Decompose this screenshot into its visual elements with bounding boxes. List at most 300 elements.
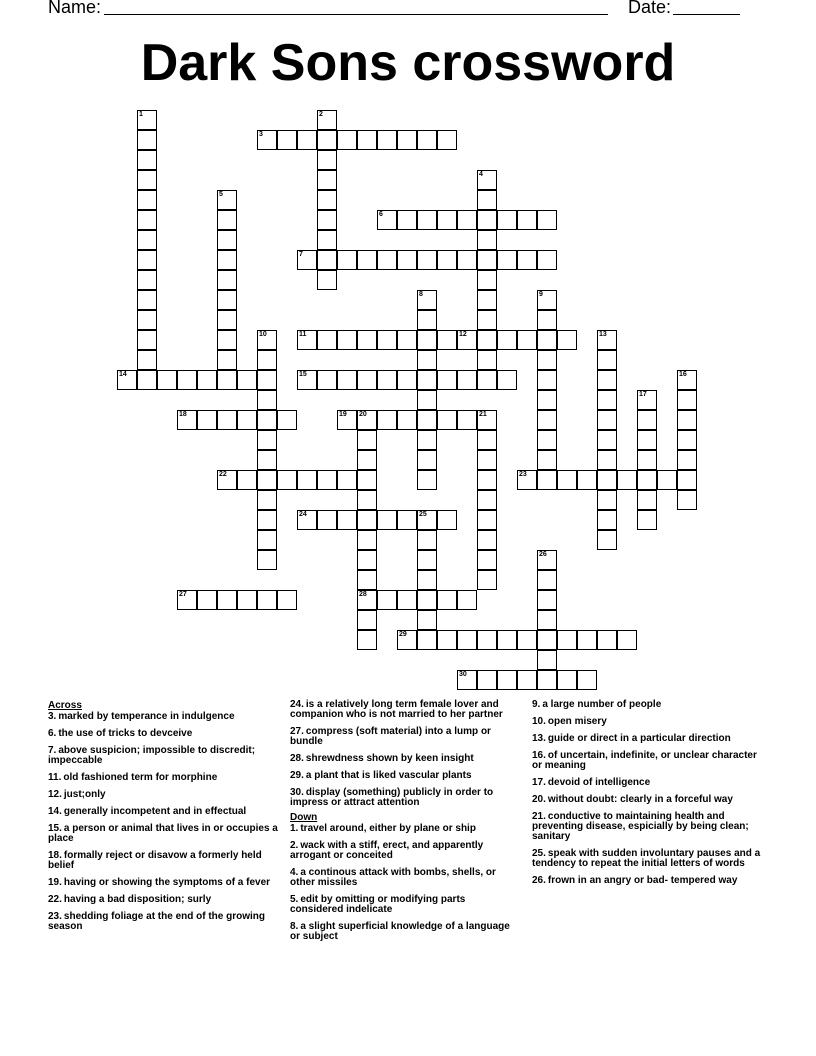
grid-cell[interactable] bbox=[517, 330, 537, 350]
clue-text: having a bad disposition; surly bbox=[63, 894, 212, 905]
grid-cell[interactable] bbox=[477, 270, 497, 290]
grid-cell[interactable] bbox=[597, 410, 617, 430]
grid-cell[interactable] bbox=[217, 310, 237, 330]
grid-cell[interactable] bbox=[637, 430, 657, 450]
grid-cell[interactable] bbox=[637, 410, 657, 430]
grid-cell[interactable] bbox=[417, 310, 437, 330]
grid-cell[interactable] bbox=[477, 630, 497, 650]
grid-cell[interactable] bbox=[217, 590, 237, 610]
grid-cell[interactable] bbox=[477, 190, 497, 210]
grid-cell[interactable] bbox=[477, 550, 497, 570]
grid-cell[interactable] bbox=[277, 130, 297, 150]
grid-cell[interactable] bbox=[317, 170, 337, 190]
grid-cell[interactable] bbox=[137, 130, 157, 150]
clue-item bbox=[48, 729, 278, 739]
grid-cell[interactable] bbox=[657, 470, 677, 490]
clue-item bbox=[48, 773, 278, 783]
grid-cell[interactable] bbox=[417, 470, 437, 490]
clue-text: open misery bbox=[547, 716, 607, 727]
grid-cell[interactable] bbox=[617, 630, 637, 650]
grid-cell[interactable] bbox=[377, 330, 397, 350]
grid-cell[interactable] bbox=[477, 290, 497, 310]
grid-cell[interactable] bbox=[317, 230, 337, 250]
grid-cell[interactable] bbox=[277, 590, 297, 610]
clue-number: 12 bbox=[459, 331, 467, 338]
grid-cell[interactable] bbox=[137, 290, 157, 310]
grid-cell[interactable] bbox=[417, 590, 437, 610]
grid-cell[interactable] bbox=[317, 190, 337, 210]
grid-cell[interactable] bbox=[537, 210, 557, 230]
grid-cell[interactable] bbox=[637, 470, 657, 490]
name-label: Name: bbox=[48, 0, 102, 17]
grid-cell[interactable] bbox=[317, 210, 337, 230]
grid-cell[interactable] bbox=[357, 610, 377, 630]
grid-cell[interactable] bbox=[337, 330, 357, 350]
grid-cell[interactable] bbox=[157, 370, 177, 390]
grid-cell[interactable] bbox=[477, 350, 497, 370]
grid-cell[interactable] bbox=[397, 590, 417, 610]
grid-cell[interactable] bbox=[677, 470, 697, 490]
grid-cell[interactable] bbox=[597, 350, 617, 370]
grid-cell[interactable] bbox=[237, 470, 257, 490]
grid-cell[interactable] bbox=[337, 470, 357, 490]
date-label: Date: bbox=[628, 0, 672, 17]
clue-number: 22. bbox=[48, 894, 62, 905]
grid-cell[interactable] bbox=[137, 170, 157, 190]
grid-cell[interactable] bbox=[417, 130, 437, 150]
clue-item bbox=[48, 878, 278, 888]
clue-number: 11. bbox=[48, 772, 62, 783]
clue-text: without doubt: clearly in a forceful way bbox=[547, 794, 733, 805]
grid-cell[interactable] bbox=[397, 410, 417, 430]
grid-cell[interactable] bbox=[537, 590, 557, 610]
grid-cell[interactable] bbox=[537, 310, 557, 330]
grid-cell[interactable] bbox=[137, 270, 157, 290]
clue-number: 17. bbox=[532, 777, 546, 788]
grid-cell[interactable] bbox=[637, 450, 657, 470]
grid-cell[interactable] bbox=[637, 510, 657, 530]
grid-cell[interactable] bbox=[677, 450, 697, 470]
grid-cell[interactable] bbox=[317, 250, 337, 270]
grid-cell[interactable] bbox=[357, 510, 377, 530]
grid-cell[interactable] bbox=[517, 210, 537, 230]
grid-cell[interactable] bbox=[597, 470, 617, 490]
clues-column-3 bbox=[532, 700, 767, 893]
grid-cell[interactable] bbox=[137, 210, 157, 230]
clue-text: shedding foliage at the end of the growing season bbox=[48, 911, 266, 932]
grid-cell[interactable] bbox=[477, 470, 497, 490]
clues-column-1 bbox=[48, 700, 278, 939]
grid-cell[interactable] bbox=[597, 630, 617, 650]
grid-cell[interactable] bbox=[677, 390, 697, 410]
clue-number: 1 bbox=[139, 111, 143, 118]
grid-cell[interactable] bbox=[197, 370, 217, 390]
grid-cell[interactable] bbox=[677, 430, 697, 450]
grid-cell[interactable] bbox=[337, 250, 357, 270]
grid-cell[interactable] bbox=[677, 410, 697, 430]
grid-cell[interactable] bbox=[417, 210, 437, 230]
clue-item bbox=[48, 851, 278, 871]
grid-cell[interactable] bbox=[357, 570, 377, 590]
grid-cell[interactable] bbox=[557, 470, 577, 490]
grid-cell[interactable] bbox=[257, 390, 277, 410]
clue-item bbox=[532, 876, 767, 886]
clue-item bbox=[48, 712, 278, 722]
clue-number: 16. bbox=[532, 750, 546, 761]
grid-cell[interactable] bbox=[417, 630, 437, 650]
clue-number: 14 bbox=[119, 371, 127, 378]
grid-cell[interactable] bbox=[357, 330, 377, 350]
clue-item bbox=[290, 754, 520, 764]
clue-text: wack with a stiff, erect, and apparently arrogant or conceited bbox=[290, 840, 484, 861]
grid-cell[interactable] bbox=[357, 370, 377, 390]
clue-number: 9 bbox=[539, 291, 543, 298]
clue-number: 24 bbox=[299, 511, 307, 518]
grid-cell[interactable] bbox=[477, 430, 497, 450]
grid-cell[interactable] bbox=[537, 250, 557, 270]
grid-cell[interactable] bbox=[537, 630, 557, 650]
grid-cell[interactable] bbox=[597, 450, 617, 470]
grid-cell[interactable] bbox=[477, 570, 497, 590]
grid-cell[interactable] bbox=[497, 670, 517, 690]
clue-number: 21. bbox=[532, 811, 546, 822]
grid-cell[interactable] bbox=[417, 330, 437, 350]
grid-cell[interactable] bbox=[477, 530, 497, 550]
grid-cell[interactable] bbox=[577, 630, 597, 650]
grid-cell[interactable] bbox=[537, 450, 557, 470]
grid-cell[interactable] bbox=[537, 370, 557, 390]
clue-item bbox=[532, 849, 767, 869]
clue-number: 13. bbox=[532, 733, 546, 744]
grid-cell[interactable] bbox=[457, 210, 477, 230]
clue-number: 12. bbox=[48, 789, 62, 800]
grid-cell[interactable] bbox=[577, 470, 597, 490]
grid-cell[interactable] bbox=[437, 130, 457, 150]
grid-cell[interactable] bbox=[497, 330, 517, 350]
grid-cell[interactable] bbox=[537, 670, 557, 690]
grid-cell[interactable] bbox=[417, 390, 437, 410]
clue-text: formally reject or disavow a formerly held belief bbox=[48, 850, 262, 871]
grid-cell[interactable] bbox=[557, 630, 577, 650]
down-heading: Down bbox=[290, 812, 318, 823]
clue-item bbox=[48, 807, 278, 817]
grid-cell[interactable] bbox=[377, 370, 397, 390]
clue-item bbox=[532, 700, 767, 710]
grid-cell[interactable] bbox=[417, 530, 437, 550]
grid-cell[interactable] bbox=[137, 230, 157, 250]
grid-cell[interactable] bbox=[317, 370, 337, 390]
grid-cell[interactable] bbox=[317, 130, 337, 150]
grid-cell[interactable] bbox=[257, 490, 277, 510]
grid-cell[interactable] bbox=[357, 250, 377, 270]
grid-cell[interactable] bbox=[237, 410, 257, 430]
clue-text: guide or direct in a particular direction bbox=[547, 733, 731, 744]
grid-cell[interactable] bbox=[237, 590, 257, 610]
clue-number: 7. bbox=[48, 745, 57, 756]
grid-cell[interactable] bbox=[437, 210, 457, 230]
grid-cell[interactable] bbox=[377, 410, 397, 430]
grid-cell[interactable] bbox=[417, 250, 437, 270]
grid-cell[interactable] bbox=[557, 670, 577, 690]
grid-cell[interactable] bbox=[457, 590, 477, 610]
clue-number: 30. bbox=[290, 787, 304, 798]
grid-cell[interactable] bbox=[537, 570, 557, 590]
grid-cell[interactable] bbox=[357, 550, 377, 570]
grid-cell[interactable] bbox=[317, 270, 337, 290]
grid-cell[interactable] bbox=[477, 210, 497, 230]
grid-cell[interactable] bbox=[517, 670, 537, 690]
grid-cell[interactable] bbox=[457, 370, 477, 390]
grid-cell[interactable] bbox=[277, 470, 297, 490]
clue-number: 7 bbox=[299, 251, 303, 258]
grid-cell[interactable] bbox=[137, 350, 157, 370]
grid-cell[interactable] bbox=[377, 590, 397, 610]
grid-cell[interactable] bbox=[597, 390, 617, 410]
grid-cell[interactable] bbox=[597, 510, 617, 530]
grid-cell[interactable] bbox=[537, 330, 557, 350]
clue-number: 22 bbox=[219, 471, 227, 478]
grid-cell[interactable] bbox=[417, 570, 437, 590]
grid-cell[interactable] bbox=[457, 630, 477, 650]
grid-cell[interactable] bbox=[477, 490, 497, 510]
grid-cell[interactable] bbox=[437, 630, 457, 650]
grid-cell[interactable] bbox=[257, 590, 277, 610]
across-heading: Across bbox=[48, 700, 82, 711]
clue-number: 3 bbox=[259, 131, 263, 138]
grid-cell[interactable] bbox=[357, 430, 377, 450]
grid-cell[interactable] bbox=[197, 590, 217, 610]
grid-cell[interactable] bbox=[257, 430, 277, 450]
clue-item bbox=[48, 912, 278, 932]
grid-cell[interactable] bbox=[497, 250, 517, 270]
grid-cell[interactable] bbox=[477, 310, 497, 330]
grid-cell[interactable] bbox=[537, 610, 557, 630]
clue-number: 27. bbox=[290, 726, 304, 737]
grid-cell[interactable] bbox=[257, 410, 277, 430]
grid-cell[interactable] bbox=[537, 430, 557, 450]
clue-item bbox=[532, 778, 767, 788]
grid-cell[interactable] bbox=[217, 250, 237, 270]
clue-item bbox=[532, 795, 767, 805]
grid-cell[interactable] bbox=[197, 410, 217, 430]
grid-cell[interactable] bbox=[297, 130, 317, 150]
grid-cell[interactable] bbox=[417, 550, 437, 570]
grid-cell[interactable] bbox=[417, 450, 437, 470]
clue-number: 10. bbox=[532, 716, 546, 727]
clues-column-2 bbox=[290, 700, 520, 949]
grid-cell[interactable] bbox=[277, 410, 297, 430]
grid-cell[interactable] bbox=[597, 490, 617, 510]
clue-number: 3. bbox=[48, 711, 57, 722]
clue-number: 25. bbox=[532, 848, 546, 859]
clue-text: generally incompetent and in effectual bbox=[63, 806, 247, 817]
grid-cell[interactable] bbox=[557, 330, 577, 350]
grid-cell[interactable] bbox=[537, 390, 557, 410]
grid-cell[interactable] bbox=[497, 370, 517, 390]
grid-cell[interactable] bbox=[357, 490, 377, 510]
clue-item bbox=[48, 746, 278, 766]
grid-cell[interactable] bbox=[677, 490, 697, 510]
grid-cell[interactable] bbox=[257, 470, 277, 490]
grid-cell[interactable] bbox=[437, 590, 457, 610]
grid-cell[interactable] bbox=[137, 250, 157, 270]
clue-number: 5 bbox=[219, 191, 223, 198]
clue-item bbox=[290, 922, 520, 942]
clue-text: a slight superficial knowledge of a language or subject bbox=[290, 921, 510, 942]
grid-cell[interactable] bbox=[517, 250, 537, 270]
grid-cell[interactable] bbox=[417, 410, 437, 430]
grid-cell[interactable] bbox=[537, 410, 557, 430]
grid-cell[interactable] bbox=[337, 370, 357, 390]
grid-cell[interactable] bbox=[597, 370, 617, 390]
grid-cell[interactable] bbox=[437, 250, 457, 270]
grid-cell[interactable] bbox=[477, 230, 497, 250]
grid-cell[interactable] bbox=[137, 150, 157, 170]
grid-cell[interactable] bbox=[597, 430, 617, 450]
grid-cell[interactable] bbox=[437, 370, 457, 390]
grid-cell[interactable] bbox=[297, 470, 317, 490]
clue-number: 20 bbox=[359, 411, 367, 418]
grid-cell[interactable] bbox=[357, 130, 377, 150]
clue-number: 8. bbox=[290, 921, 299, 932]
grid-cell[interactable] bbox=[317, 470, 337, 490]
clue-item bbox=[48, 824, 278, 844]
grid-cell[interactable] bbox=[417, 430, 437, 450]
grid-cell[interactable] bbox=[237, 370, 257, 390]
clue-number: 6 bbox=[379, 211, 383, 218]
grid-cell[interactable] bbox=[357, 530, 377, 550]
clue-number: 1. bbox=[290, 823, 299, 834]
grid-cell[interactable] bbox=[497, 210, 517, 230]
grid-cell[interactable] bbox=[477, 370, 497, 390]
grid-cell[interactable] bbox=[577, 670, 597, 690]
clue-item bbox=[532, 717, 767, 727]
grid-cell[interactable] bbox=[457, 250, 477, 270]
clue-text: having or showing the symptoms of a fever bbox=[63, 877, 271, 888]
clue-number: 23. bbox=[48, 911, 62, 922]
grid-cell[interactable] bbox=[137, 310, 157, 330]
clue-text: display (something) publicly in order to impress or attract attention bbox=[290, 787, 494, 808]
grid-cell[interactable] bbox=[217, 230, 237, 250]
grid-cell[interactable] bbox=[217, 210, 237, 230]
clue-item bbox=[290, 868, 520, 888]
grid-cell[interactable] bbox=[457, 410, 477, 430]
grid-cell[interactable] bbox=[417, 370, 437, 390]
clue-item bbox=[532, 734, 767, 744]
clue-item bbox=[290, 841, 520, 861]
clue-number: 26 bbox=[539, 551, 547, 558]
grid-cell[interactable] bbox=[357, 470, 377, 490]
grid-cell[interactable] bbox=[397, 250, 417, 270]
grid-cell[interactable] bbox=[397, 510, 417, 530]
clue-text: a large number of people bbox=[542, 699, 662, 710]
grid-cell[interactable] bbox=[397, 330, 417, 350]
grid-cell[interactable] bbox=[477, 250, 497, 270]
grid-cell[interactable] bbox=[477, 330, 497, 350]
clue-text: is a relatively long term female lover and companion who is not married to her partner bbox=[290, 699, 503, 720]
across-clue-list bbox=[48, 712, 278, 932]
clue-text: the use of tricks to devceive bbox=[58, 728, 193, 739]
grid-cell[interactable] bbox=[397, 210, 417, 230]
clue-text: edit by omitting or modifying parts considered indelicate bbox=[290, 894, 466, 915]
grid-cell[interactable] bbox=[497, 630, 517, 650]
clue-number: 4 bbox=[479, 171, 483, 178]
grid-cell[interactable] bbox=[137, 190, 157, 210]
grid-cell[interactable] bbox=[437, 410, 457, 430]
clue-number: 25 bbox=[419, 511, 427, 518]
grid-cell[interactable] bbox=[517, 630, 537, 650]
grid-cell[interactable] bbox=[397, 130, 417, 150]
grid-cell[interactable] bbox=[217, 410, 237, 430]
grid-cell[interactable] bbox=[357, 630, 377, 650]
grid-cell[interactable] bbox=[477, 510, 497, 530]
clue-number: 11 bbox=[299, 331, 307, 338]
grid-cell[interactable] bbox=[257, 530, 277, 550]
grid-cell[interactable] bbox=[417, 350, 437, 370]
grid-cell[interactable] bbox=[137, 370, 157, 390]
clue-number: 10 bbox=[259, 331, 267, 338]
grid-cell[interactable] bbox=[317, 150, 337, 170]
grid-cell[interactable] bbox=[537, 350, 557, 370]
clue-text: compress (soft material) into a lump or bundle bbox=[290, 726, 491, 747]
grid-cell[interactable] bbox=[437, 330, 457, 350]
grid-cell[interactable] bbox=[217, 370, 237, 390]
clue-text: speak with sudden involuntary pauses and a tendency to repeat the initial letters of words bbox=[532, 848, 761, 869]
down-clue-list-continued bbox=[532, 700, 767, 886]
clue-number: 29 bbox=[399, 631, 407, 638]
grid-cell[interactable] bbox=[217, 270, 237, 290]
grid-cell[interactable] bbox=[357, 450, 377, 470]
grid-cell[interactable] bbox=[257, 510, 277, 530]
grid-cell[interactable] bbox=[597, 530, 617, 550]
grid-cell[interactable] bbox=[317, 330, 337, 350]
grid-cell[interactable] bbox=[537, 470, 557, 490]
grid-cell[interactable] bbox=[257, 550, 277, 570]
grid-cell[interactable] bbox=[337, 510, 357, 530]
grid-cell[interactable] bbox=[477, 450, 497, 470]
clue-number: 4. bbox=[290, 867, 299, 878]
clue-number: 13 bbox=[599, 331, 607, 338]
grid-cell[interactable] bbox=[177, 370, 197, 390]
grid-cell[interactable] bbox=[257, 370, 277, 390]
clue-number: 8 bbox=[419, 291, 423, 298]
grid-cell[interactable] bbox=[137, 330, 157, 350]
grid-cell[interactable] bbox=[637, 490, 657, 510]
grid-cell[interactable] bbox=[217, 350, 237, 370]
clue-text: a person or animal that lives in or occupies a place bbox=[48, 823, 278, 844]
grid-cell[interactable] bbox=[617, 470, 637, 490]
grid-cell[interactable] bbox=[477, 670, 497, 690]
grid-cell[interactable] bbox=[437, 510, 457, 530]
grid-cell[interactable] bbox=[377, 130, 397, 150]
grid-cell[interactable] bbox=[217, 290, 237, 310]
grid-cell[interactable] bbox=[397, 370, 417, 390]
grid-cell[interactable] bbox=[377, 250, 397, 270]
clue-text: devoid of intelligence bbox=[547, 777, 651, 788]
grid-cell[interactable] bbox=[337, 130, 357, 150]
grid-cell[interactable] bbox=[217, 330, 237, 350]
grid-cell[interactable] bbox=[317, 510, 337, 530]
grid-cell[interactable] bbox=[257, 350, 277, 370]
clue-text: just;only bbox=[63, 789, 106, 800]
clue-text: conductive to maintaining health and preventing disease, espicially by being clean; sanitary bbox=[532, 811, 749, 842]
clue-number: 24. bbox=[290, 699, 304, 710]
clue-number: 2. bbox=[290, 840, 299, 851]
grid-cell[interactable] bbox=[417, 610, 437, 630]
grid-cell[interactable] bbox=[537, 650, 557, 670]
grid-cell[interactable] bbox=[257, 450, 277, 470]
grid-cell[interactable] bbox=[377, 510, 397, 530]
